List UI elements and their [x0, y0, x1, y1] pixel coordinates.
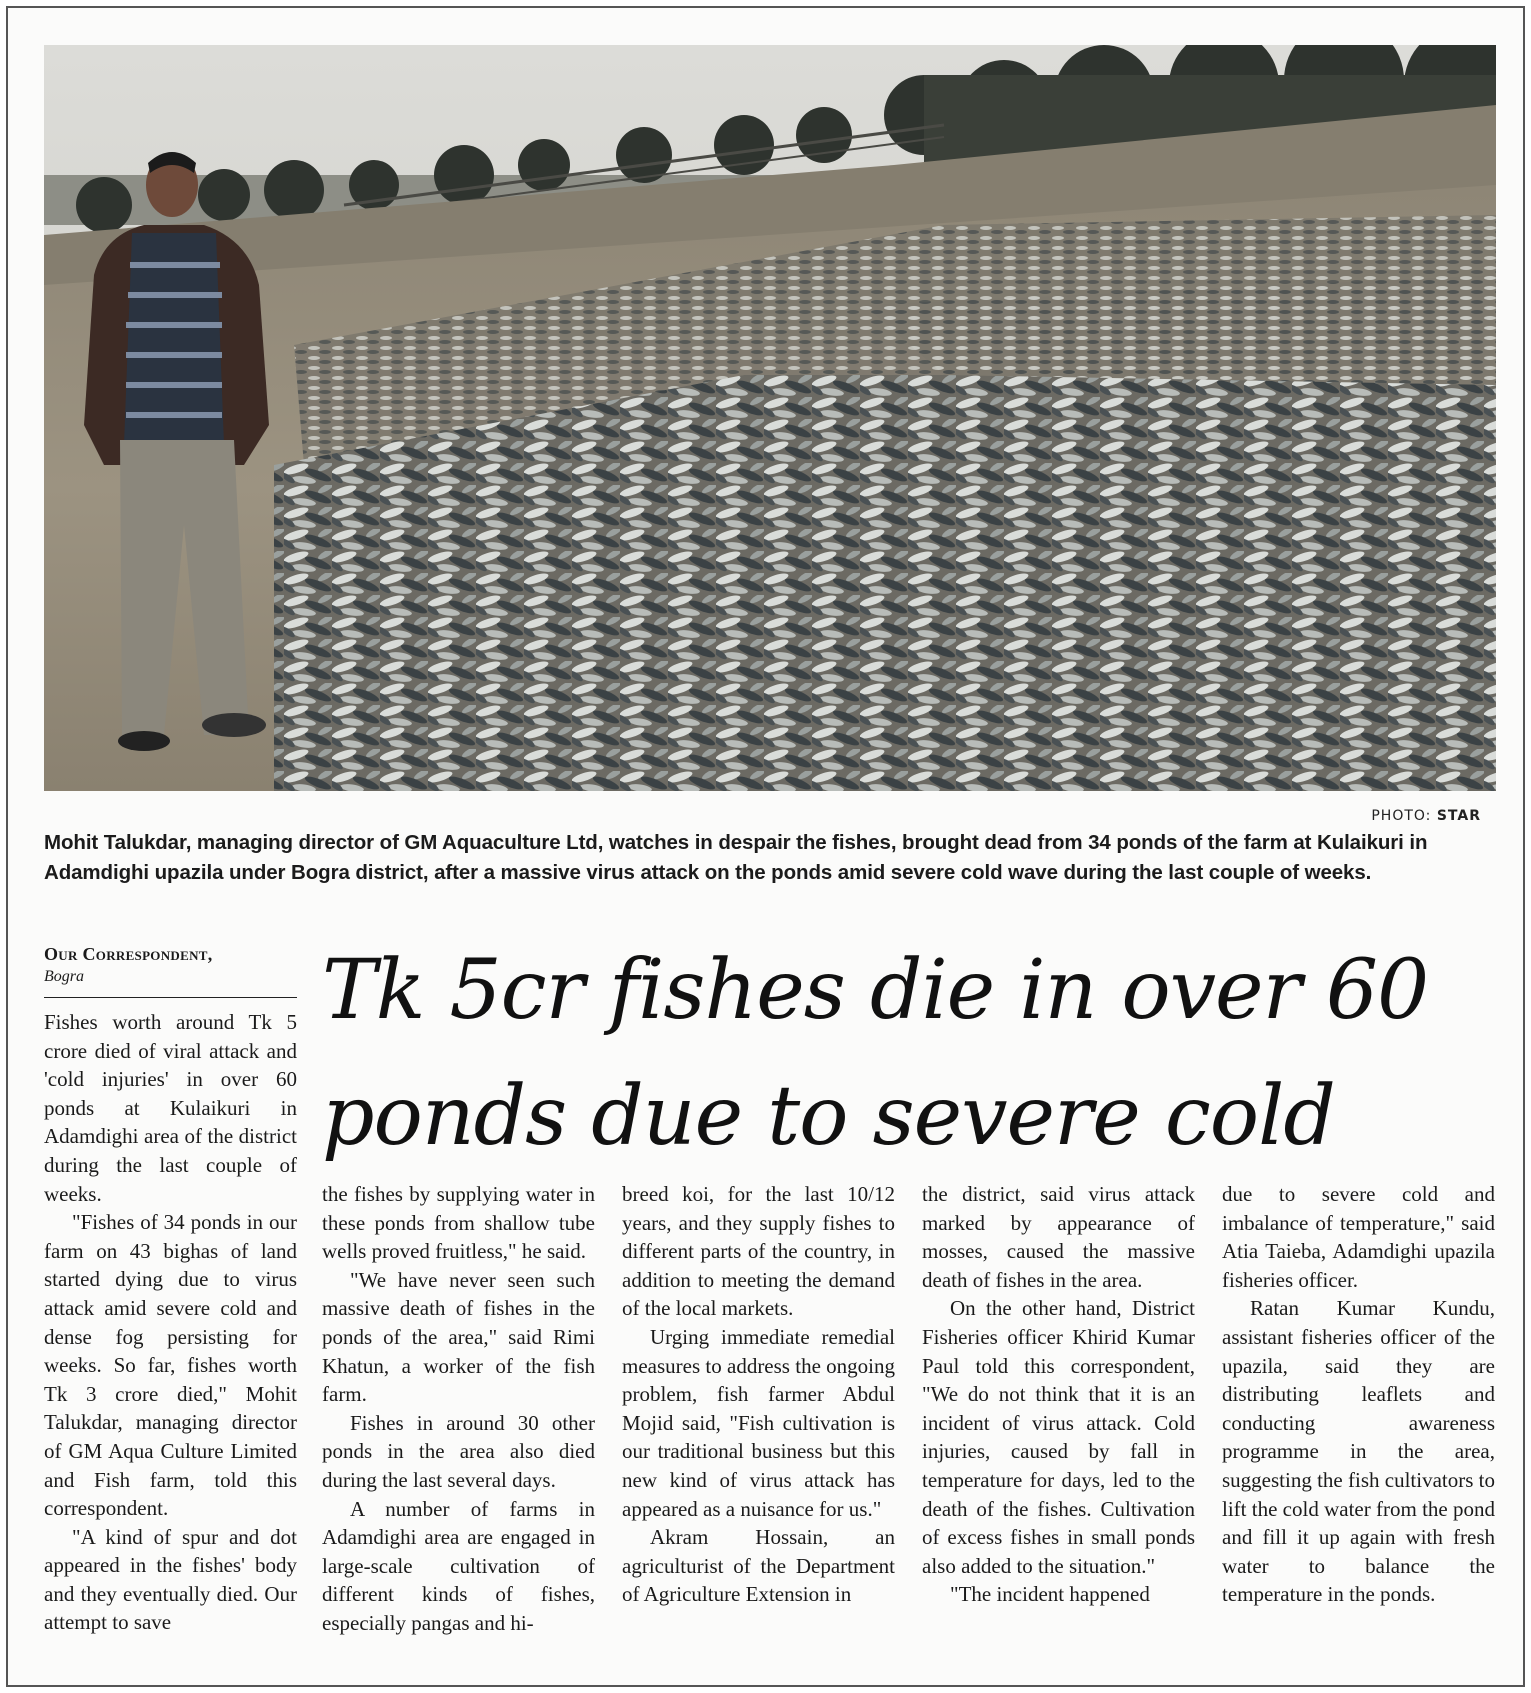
paragraph: A number of farms in Adamdighi area are engaged in large-scale cultivation of different kinds of fishes, especially pangas and hi-	[322, 1496, 595, 1635]
news-photo	[44, 45, 1496, 791]
paragraph: "Fishes of 34 ponds in our farm on 43 bighas of land started dying due to virus attack amid severe cold and dense fog persisting for weeks. So far, fishes worth Tk 3 crore died," Mohit Talukdar, managing director of GM Aqua Culture Limited and Fish farm, told this correspondent.	[44, 1210, 297, 1521]
article-column-3	[622, 1180, 895, 1609]
byline-divider	[44, 997, 297, 998]
photo-caption: Mohit Talukdar, managing director of GM Aquaculture Ltd, watches in despair the fishes, brought dead from 34 ponds of the farm at Kulaikuri in Adamdighi upazila under Bogra district, after a massive virus attack on the ponds amid severe cold wave during the last couple of weeks.	[44, 831, 1428, 884]
paragraph: Fishes in around 30 other ponds in the area also died during the last several days.	[322, 1410, 595, 1492]
paragraph: On the other hand, District Fisheries officer Khirid Kumar Paul told this correspondent, "We do not think that it is an incident of virus attack. Cold injuries, caused by fall in temperature for days, led to the death of the fishes. Cultivation of excess fishes in small ponds also added to the situation."	[922, 1296, 1195, 1578]
paragraph: Fishes worth around Tk 5 crore died of viral attack and 'cold injuries' in over 60 ponds at Kulaikuri in Adamdighi area of the district during the last couple of weeks.	[44, 1010, 297, 1206]
article-column-2	[322, 1180, 595, 1638]
paragraph: "The incident happened	[950, 1582, 1150, 1607]
byline-name: Our Correspondent,	[44, 944, 213, 964]
paragraph: breed koi, for the last 10/12 years, and they supply fishes to different parts of the country, in addition to meeting the demand of the local markets.	[622, 1182, 895, 1321]
paragraph: Urging immediate remedial measures to address the ongoing problem, fish farmer Abdul Mojid said, "Fish cultivation is our traditional business but this new kind of virus attack has appeared as a nuisance for us."	[622, 1324, 895, 1521]
photo-credit-source: STAR	[1436, 808, 1481, 824]
paragraph: "We have never seen such massive death of fishes in the ponds of the area," said Rimi Khatun, a worker of the fish farm.	[322, 1267, 595, 1407]
paragraph: the district, said virus attack marked by appearance of mosses, caused the massive death of fishes in the area.	[922, 1182, 1195, 1292]
byline-place: Bogra	[44, 968, 84, 985]
article-column-1	[44, 1008, 297, 1637]
headline	[322, 928, 1512, 1180]
article-column-4	[922, 1180, 1195, 1609]
photo-credit	[1371, 808, 1481, 824]
headline-line-1: Tk 5cr fishes die in over 60	[322, 943, 1429, 1038]
photo-dead-fish-pond-icon	[44, 45, 1496, 791]
photo-credit-label: PHOTO:	[1371, 808, 1432, 824]
paragraph: due to severe cold and imbalance of temperature," said Atia Taieba, Adamdighi upazila fisheries officer.	[1222, 1182, 1495, 1292]
paragraph: Akram Hossain, an agriculturist of the Department of Agriculture Extension in	[622, 1525, 895, 1607]
paragraph: "A kind of spur and dot appeared in the fishes' body and they eventually died. Our attempt to save	[44, 1524, 297, 1635]
headline-line-2: ponds due to severe cold	[322, 1069, 1335, 1164]
newspaper-clipping	[6, 6, 1525, 1687]
article-column-5	[1222, 1180, 1495, 1609]
paragraph: the fishes by supplying water in these ponds from shallow tube wells proved fruitless," he said.	[322, 1182, 595, 1264]
paragraph: Ratan Kumar Kundu, assistant fisheries officer of the upazila, said they are distributing leaflets and conducting awareness programme in the area, suggesting the fish cultivators to lift the cold water from the pond and fill it up again with fresh water to balance the temperature in the ponds.	[1222, 1296, 1495, 1607]
